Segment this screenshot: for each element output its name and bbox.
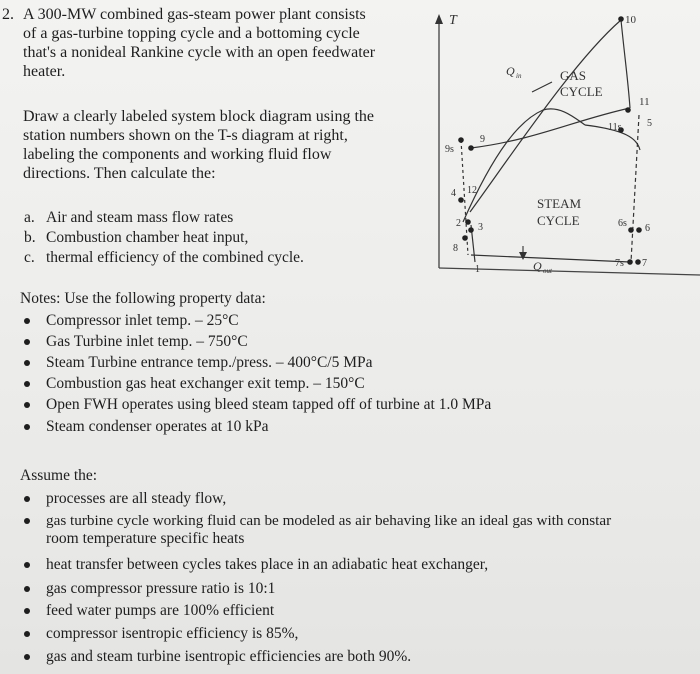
assume-item: compressor isentropic efficiency is 85%,: [46, 625, 299, 642]
point-3: [468, 227, 474, 233]
point-9: [468, 145, 474, 151]
label-11s: 11s: [608, 122, 622, 133]
bullet: [24, 424, 30, 430]
q-out-label: Q: [533, 259, 542, 273]
notes-heading: Notes: Use the following property data:: [20, 290, 266, 307]
task-line: directions. Then calculate the:: [23, 165, 216, 182]
assume-item-continuation: room temperature specific heats: [46, 530, 245, 547]
bullet: [24, 654, 30, 660]
label-8: 8: [453, 243, 458, 254]
label-7s: 7s: [615, 258, 624, 269]
task-line: station numbers shown on the T-s diagram at right,: [23, 127, 348, 144]
point-7s: [627, 259, 633, 265]
label-2: 2: [456, 218, 461, 229]
assume-item: processes are all steady flow,: [46, 490, 227, 507]
point-10: [618, 16, 624, 22]
label-4: 4: [451, 188, 456, 199]
point-7: [635, 259, 641, 265]
bullet: [24, 496, 30, 502]
steam-cycle-label-1: STEAM: [537, 196, 582, 211]
condenser-line: [471, 255, 630, 262]
point-11: [625, 107, 631, 113]
note-item: Compressor inlet temp. – 25°C: [46, 312, 239, 329]
q-out-subscript: out: [543, 267, 552, 275]
label-9: 9: [480, 134, 485, 145]
statement-line: heater.: [23, 63, 66, 80]
bullet: [24, 318, 30, 324]
question-text: Combustion chamber heat input,: [46, 229, 249, 246]
point-6s: [628, 227, 634, 233]
bullet: [24, 562, 30, 568]
question-text: thermal efficiency of the combined cycle.: [46, 249, 304, 266]
bullet: [24, 608, 30, 614]
assume-item: gas and steam turbine isentropic efficiencies are both 90%.: [46, 648, 412, 665]
q-in-label: Q: [506, 64, 515, 78]
label-5: 5: [647, 118, 652, 129]
problem-number: 2.: [2, 6, 14, 23]
gas-cycle-label-2: CYCLE: [560, 84, 603, 99]
assume-heading: Assume the:: [20, 467, 98, 484]
bullet: [24, 518, 30, 524]
statement-line: A 300-MW combined gas-steam power plant consists: [23, 6, 366, 23]
note-item: Open FWH operates using bleed steam tapped off of turbine at 1.0 MPa: [46, 396, 492, 413]
point-9s: [458, 137, 464, 143]
q-out-arrowhead: [519, 252, 527, 260]
statement-line: that's a nonideal Rankine cycle with an open feedwater: [23, 44, 376, 61]
q-in-arrow: [532, 82, 552, 92]
question-text: Air and steam mass flow rates: [46, 209, 234, 226]
label-6: 6: [645, 223, 650, 234]
note-item: Gas Turbine inlet temp. – 750°C: [46, 333, 248, 350]
point-4: [458, 197, 464, 203]
point-6: [636, 227, 642, 233]
ts-diagram: [425, 0, 700, 292]
point-8: [462, 235, 468, 241]
label-3: 3: [478, 222, 483, 233]
task-line: labeling the components and working fluid flow: [23, 146, 332, 163]
label-10: 10: [625, 14, 636, 26]
gas-expansion-line: [621, 20, 630, 108]
assume-item: gas turbine cycle working fluid can be modeled as air behaving like an ideal gas with constar: [46, 512, 612, 529]
assume-item: gas compressor pressure ratio is 10:1: [46, 580, 276, 597]
bullet: [24, 586, 30, 592]
label-7: 7: [642, 258, 647, 269]
assume-item: heat transfer between cycles takes place in an adiabatic heat exchanger,: [46, 556, 489, 573]
question-label: b.: [24, 229, 36, 246]
note-item: Combustion gas heat exchanger exit temp. – 150°C: [46, 375, 365, 392]
label-6s: 6s: [618, 218, 627, 229]
label-1: 1: [475, 264, 480, 275]
q-in-subscript: in: [516, 72, 522, 80]
bullet: [24, 381, 30, 387]
t-axis-arrowhead: [435, 14, 443, 24]
question-label: a.: [24, 209, 35, 226]
t-axis-label: T: [449, 13, 457, 28]
steam-turbine-line: [631, 115, 639, 262]
note-item: Steam Turbine entrance temp./press. – 400°C/5 MPa: [46, 354, 373, 371]
point-2: [465, 219, 471, 225]
label-11: 11: [639, 96, 650, 108]
bullet: [24, 631, 30, 637]
task-line: Draw a clearly labeled system block diagram using the: [23, 108, 374, 125]
steam-cycle-label-2: CYCLE: [537, 213, 580, 228]
gas-cycle-label-1: GAS: [560, 68, 587, 83]
question-label: c.: [24, 249, 35, 266]
statement-line: of a gas-turbine topping cycle and a bottoming cycle: [23, 25, 360, 42]
bullet: [24, 402, 30, 408]
bullet: [24, 339, 30, 345]
label-9s: 9s: [445, 144, 454, 155]
assume-item: feed water pumps are 100% efficient: [46, 602, 275, 619]
label-12: 12: [467, 185, 477, 196]
note-item: Steam condenser operates at 10 kPa: [46, 418, 269, 435]
bullet: [24, 360, 30, 366]
